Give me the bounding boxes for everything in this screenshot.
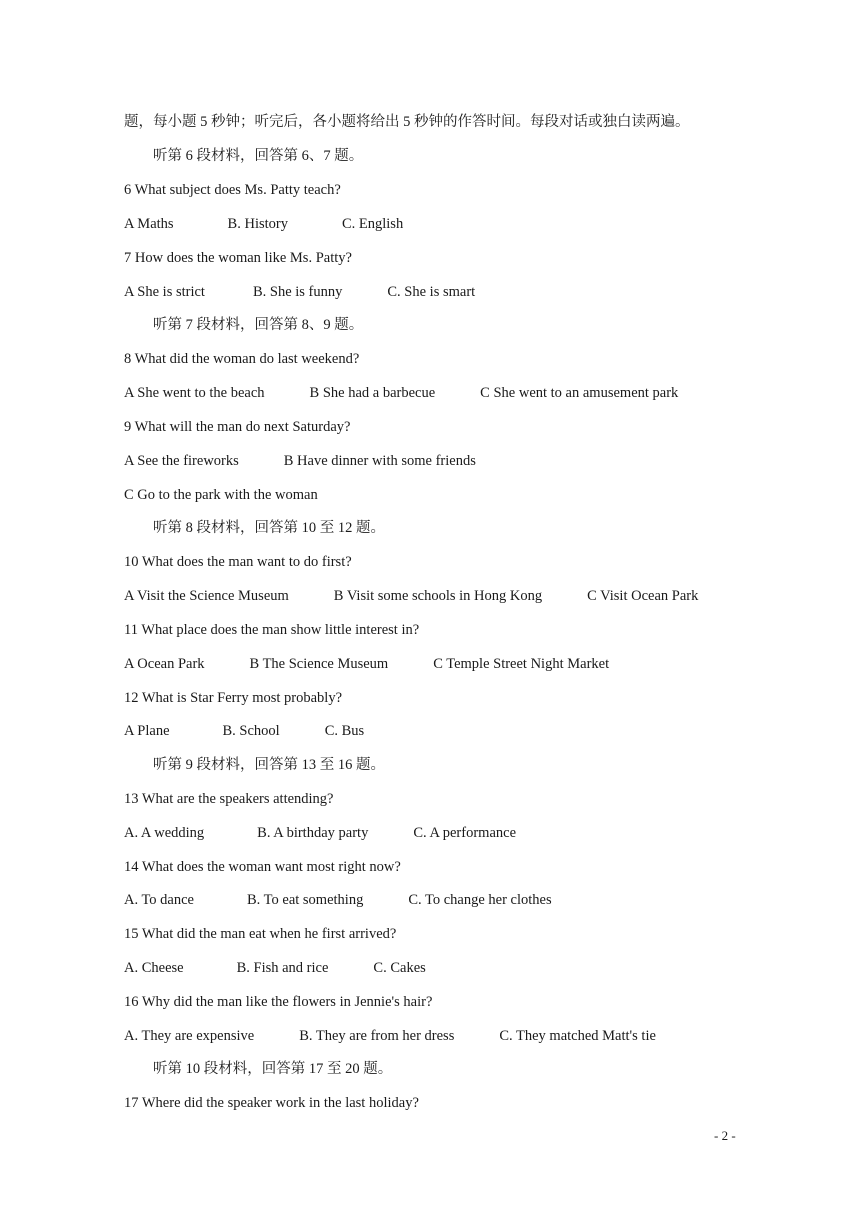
question-9-options (124, 452, 476, 470)
option-b: B. They are from her dress (299, 1028, 455, 1044)
section-9-heading: 听第 9 段材料，回答第 13 至 16 题。 (153, 757, 385, 773)
option-c: C She went to an amusement park (480, 385, 679, 401)
question-13-options (124, 824, 516, 842)
question-14-options (124, 891, 552, 909)
question-14: 14 What does the woman want most right now? (124, 859, 401, 875)
option-a: A. A wedding (124, 825, 205, 841)
option-b: B Have dinner with some friends (283, 453, 476, 469)
question-15: 15 What did the man eat when he first arrived? (124, 926, 397, 942)
option-a: A. Cheese (124, 960, 184, 976)
option-b: B The Science Museum (249, 656, 389, 672)
question-11: 11 What place does the man show little interest in? (124, 622, 420, 638)
option-a: A. To dance (124, 892, 194, 908)
question-9-option-c: C Go to the park with the woman (124, 487, 318, 503)
option-c: C. Cakes (373, 960, 426, 976)
question-12: 12 What is Star Ferry most probably? (124, 690, 343, 706)
option-b: B Visit some schools in Hong Kong (333, 588, 543, 604)
question-15-options (124, 959, 426, 977)
option-b: B. Fish and rice (236, 960, 329, 976)
question-16: 16 Why did the man like the flowers in Jennie's hair? (124, 994, 433, 1010)
question-11-options (124, 655, 609, 673)
section-10-heading: 听第 10 段材料，回答第 17 至 20 题。 (153, 1061, 393, 1077)
question-12-options (124, 722, 364, 740)
option-b: B. History (227, 216, 288, 232)
option-c: C. English (341, 216, 404, 232)
option-a: A Visit the Science Museum (124, 588, 289, 604)
option-a: A She is strict (124, 284, 205, 300)
question-8-options (124, 384, 678, 402)
option-b: B. She is funny (252, 284, 343, 300)
option-c: C Temple Street Night Market (433, 656, 610, 672)
option-a: A Plane (124, 723, 170, 739)
option-c: C. Bus (324, 723, 365, 739)
question-8: 8 What did the woman do last weekend? (124, 351, 360, 367)
section-7-heading: 听第 7 段材料，回答第 8、9 题。 (153, 317, 364, 333)
option-a: A Ocean Park (124, 656, 205, 672)
question-10-options (124, 587, 698, 605)
question-6-options (124, 215, 403, 233)
question-7-options (124, 283, 475, 301)
option-c: C Visit Ocean Park (587, 588, 699, 604)
option-b: B. School (222, 723, 280, 739)
question-6: 6 What subject does Ms. Patty teach? (124, 182, 341, 198)
option-a: A Maths (124, 216, 174, 232)
option-c: C. They matched Matt's tie (499, 1028, 656, 1044)
question-16-options (124, 1027, 656, 1045)
section-6-heading: 听第 6 段材料，回答第 6、7 题。 (153, 148, 364, 164)
option-a: A She went to the beach (124, 385, 265, 401)
option-b: B. To eat something (247, 892, 364, 908)
option-a: A See the fireworks (124, 453, 239, 469)
intro-text: 题，每小题 5 秒钟；听完后，各小题将给出 5 秒钟的作答时间。每段对话或独白读两遍。 (124, 114, 690, 130)
question-10: 10 What does the man want to do first? (124, 554, 352, 570)
question-17: 17 Where did the speaker work in the last holiday? (124, 1095, 419, 1111)
question-13: 13 What are the speakers attending? (124, 791, 334, 807)
option-c: C. She is smart (387, 284, 476, 300)
question-7: 7 How does the woman like Ms. Patty? (124, 250, 352, 266)
section-8-heading: 听第 8 段材料，回答第 10 至 12 题。 (153, 520, 385, 536)
option-a: A. They are expensive (124, 1028, 255, 1044)
page-number: - 2 - (714, 1128, 736, 1143)
question-9: 9 What will the man do next Saturday? (124, 419, 351, 435)
option-b: B She had a barbecue (309, 385, 436, 401)
option-c: C. A performance (413, 825, 517, 841)
option-b: B. A birthday party (257, 825, 369, 841)
option-c: C. To change her clothes (408, 892, 552, 908)
